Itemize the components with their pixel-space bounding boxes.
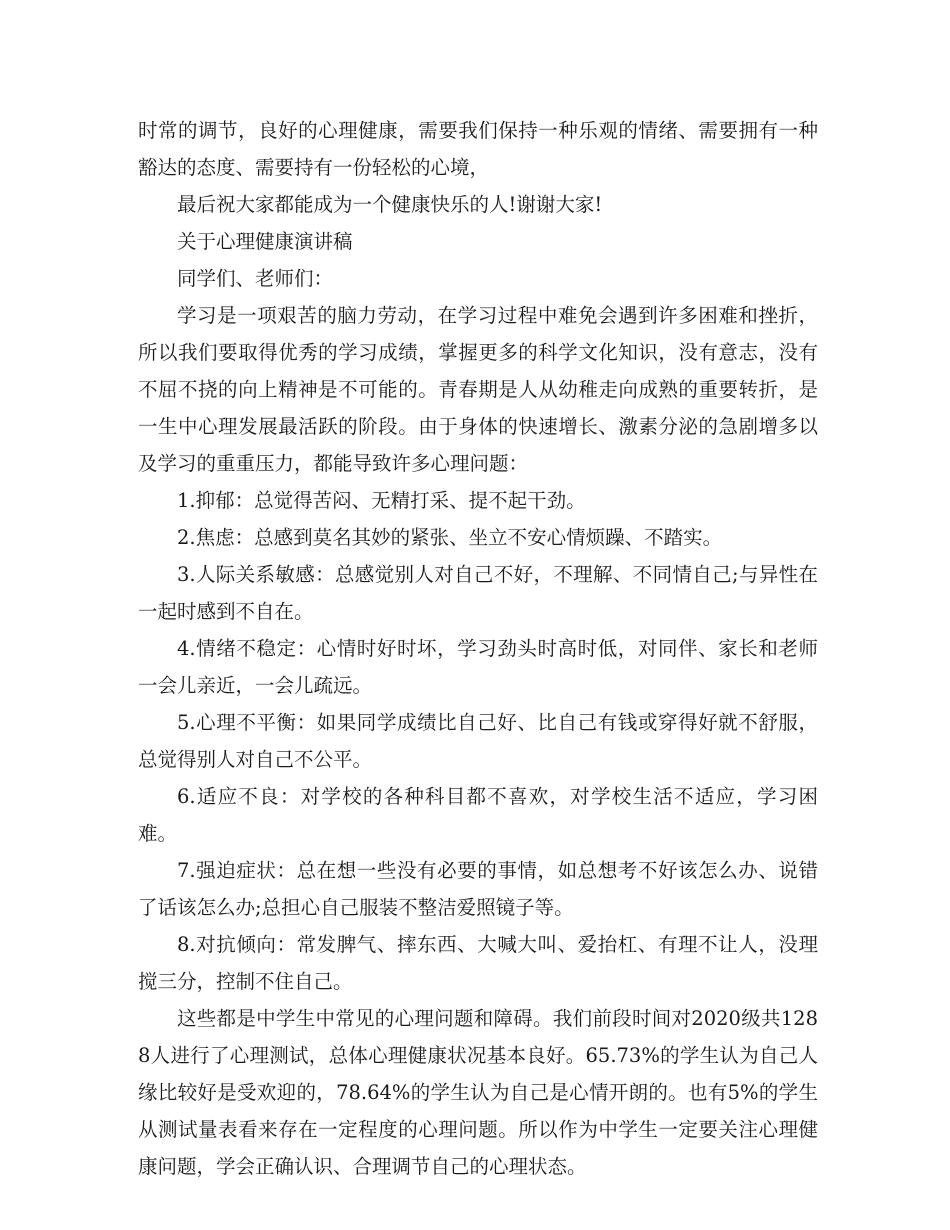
paragraph-2: 最后祝大家都能成为一个健康快乐的人!谢谢大家! [177, 193, 603, 216]
list-item-6: 6.适应不良：对学校的各种科目都不喜欢，对学校生活不适应，学习困难。 [138, 785, 818, 845]
paragraph-conclusion: 这些都是中学生中常见的心理问题和障碍。我们前段时间对2020级共1288人进行了心理测试，总体心理健康状况基本良好。65.73%的学生认为自己人缘比较好是受欢迎的，78.64%的学生认为自己是心情开朗的。也有5%的学生从测试量表看来存在一定程度的心理问题。所以作为中学生一定要关注心理健康问题，学会正确认识、合理调节自己的心理状态。 [138, 1007, 818, 1178]
list-item-3: 3.人际关系敏感：总感觉别人对自己不好，不理解、不同情自己;与异性在一起时感到不自在。 [138, 563, 818, 623]
list-item-7: 7.强迫症状：总在想一些没有必要的事情，如总想考不好该怎么办、说错了话该怎么办;总担心自己服装不整洁爱照镜子等。 [138, 859, 818, 919]
salutation: 同学们、老师们： [177, 267, 334, 290]
list-item-1: 1.抑郁：总觉得苦闷、无精打采、提不起干劲。 [177, 489, 586, 512]
list-item-4: 4.情绪不稳定：心情时好时坏，学习劲头时高时低，对同伴、家长和老师一会儿亲近，一会儿疏远。 [138, 637, 818, 697]
list-item-8: 8.对抗倾向：常发脾气、摔东西、大喊大叫、爱抬杠、有理不让人，没理搅三分，控制不住自己。 [138, 933, 818, 993]
paragraph-1: 时常的调节，良好的心理健康，需要我们保持一种乐观的情绪、需要拥有一种豁达的态度、需要持有一份轻松的心境， [138, 119, 818, 179]
section-title: 关于心理健康演讲稿 [177, 230, 353, 253]
document-page [138, 112, 818, 1185]
list-item-5: 5.心理不平衡：如果同学成绩比自己好、比自己有钱或穿得好就不舒服，总觉得别人对自己不公平。 [138, 711, 818, 771]
paragraph-intro: 学习是一项艰苦的脑力劳动，在学习过程中难免会遇到许多困难和挫折，所以我们要取得优秀的学习成绩，掌握更多的科学文化知识，没有意志，没有不屈不挠的向上精神是不可能的。青春期是人从幼稚走向成熟的重要转折，是一生中心理发展最活跃的阶段。由于身体的快速增长、激素分泌的急剧增多以及学习的重重压力，都能导致许多心理问题： [138, 304, 818, 475]
list-item-2: 2.焦虑：总感到莫名其妙的紧张、坐立不安心情烦躁、不踏实。 [177, 526, 723, 549]
